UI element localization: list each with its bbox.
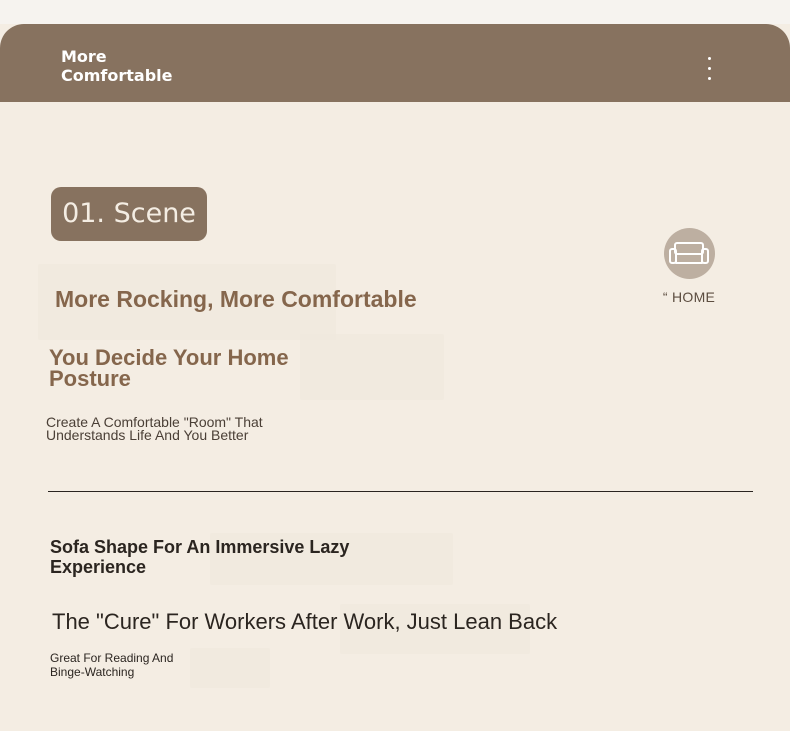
heading-decide: You Decide Your Home Posture <box>49 345 289 391</box>
divider <box>48 491 753 492</box>
top-strip <box>0 0 790 24</box>
brand-line-2: Comfortable <box>61 66 173 85</box>
brand-line-1: More <box>61 47 107 66</box>
scene-badge: 01. Scene <box>51 187 207 241</box>
more-vertical-icon[interactable] <box>696 50 722 86</box>
text-create: Create A Comfortable "Room" That Understands Life And You Better <box>46 414 263 443</box>
heading-sofa: Sofa Shape For An Immersive Lazy Experience <box>50 537 350 577</box>
brand-logo[interactable] <box>61 47 172 85</box>
heading-rocking: More Rocking, More Comfortable <box>55 286 417 312</box>
app-header <box>0 24 790 102</box>
home-link[interactable] <box>656 228 722 305</box>
sofa-icon <box>664 228 715 279</box>
heading-cure: The "Cure" For Workers After Work, Just Lean Back <box>52 609 558 634</box>
text-great: Great For Reading And Binge-Watching <box>50 651 174 679</box>
home-label: “ HOME <box>662 289 716 305</box>
